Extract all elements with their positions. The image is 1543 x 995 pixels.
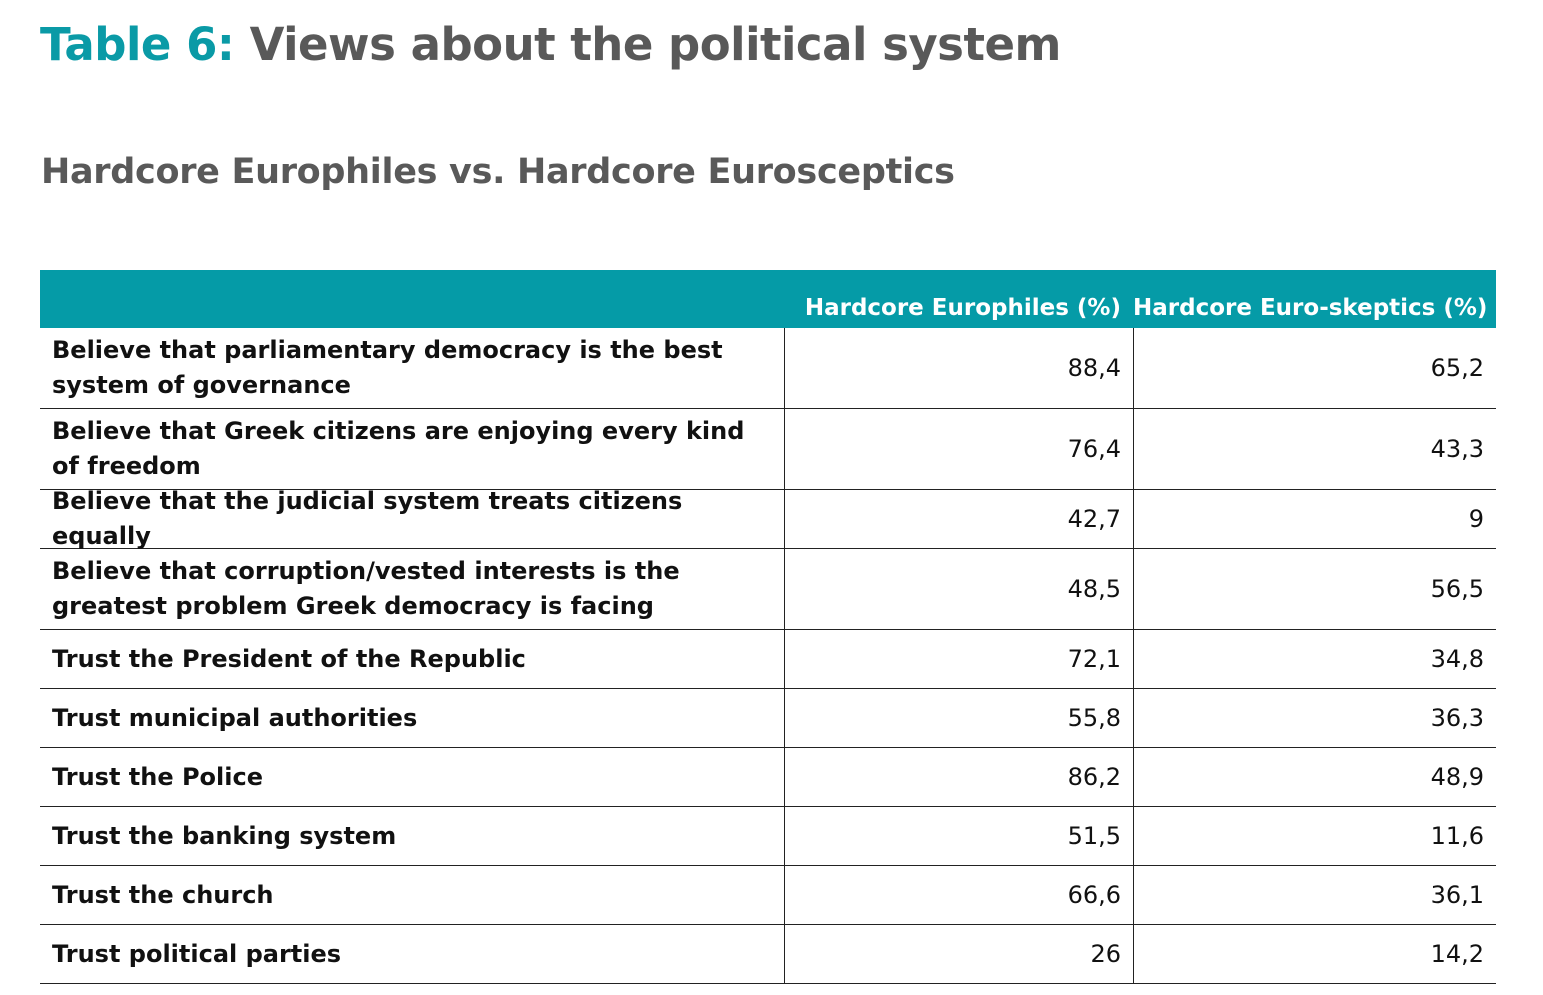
row-label: Trust the church <box>52 880 274 909</box>
page-subtitle: Hardcore Europhiles vs. Hardcore Eurosceptics <box>41 152 955 192</box>
title-main: Views about the political system <box>249 18 1061 71</box>
europhiles-value: 66,6 <box>784 866 1133 924</box>
eurosceptics-value: 65,2 <box>1133 328 1496 408</box>
table-row <box>40 549 1496 630</box>
row-label: Trust the banking system <box>52 821 397 850</box>
row-label: Believe that the judicial system treats citizens equally <box>52 487 683 550</box>
table-row <box>40 409 1496 490</box>
row-label: Believe that Greek citizens are enjoying every kind of freedom <box>52 417 745 480</box>
europhiles-value: 86,2 <box>784 748 1133 806</box>
header-cell-europhiles: Hardcore Europhiles (%) <box>804 295 1121 321</box>
eurosceptics-value: 9 <box>1133 490 1496 548</box>
table-row <box>40 866 1496 925</box>
europhiles-value: 76,4 <box>784 409 1133 489</box>
eurosceptics-value: 11,6 <box>1133 807 1496 865</box>
europhiles-value: 88,4 <box>784 328 1133 408</box>
europhiles-value: 42,7 <box>784 490 1133 548</box>
row-label: Trust municipal authorities <box>52 703 418 732</box>
row-label: Trust the Police <box>52 762 263 791</box>
title-prefix: Table 6: <box>40 18 235 71</box>
europhiles-value: 55,8 <box>784 689 1133 747</box>
table-row <box>40 748 1496 807</box>
page-title <box>40 18 1061 71</box>
data-table <box>40 270 1496 984</box>
eurosceptics-value: 43,3 <box>1133 409 1496 489</box>
table-row <box>40 328 1496 409</box>
table-row <box>40 807 1496 866</box>
eurosceptics-value: 56,5 <box>1133 549 1496 629</box>
europhiles-value: 48,5 <box>784 549 1133 629</box>
eurosceptics-value: 36,1 <box>1133 866 1496 924</box>
row-label: Trust political parties <box>52 939 342 968</box>
table-row <box>40 630 1496 689</box>
europhiles-value: 51,5 <box>784 807 1133 865</box>
table-row <box>40 487 1496 550</box>
row-label: Trust the President of the Republic <box>52 644 526 673</box>
europhiles-value: 72,1 <box>784 630 1133 688</box>
table-header <box>40 270 1496 328</box>
eurosceptics-value: 14,2 <box>1133 925 1496 983</box>
table-row <box>40 689 1496 748</box>
row-label: Believe that corruption/vested interests is the greatest problem Greek democracy is facing <box>52 557 680 620</box>
eurosceptics-value: 48,9 <box>1133 748 1496 806</box>
row-label: Believe that parliamentary democracy is the best system of governance <box>52 336 723 399</box>
table-row <box>40 925 1496 984</box>
europhiles-value: 26 <box>784 925 1133 983</box>
header-cell-eurosceptics: Hardcore Euro-skeptics (%) <box>1133 295 1488 321</box>
eurosceptics-value: 34,8 <box>1133 630 1496 688</box>
eurosceptics-value: 36,3 <box>1133 689 1496 747</box>
